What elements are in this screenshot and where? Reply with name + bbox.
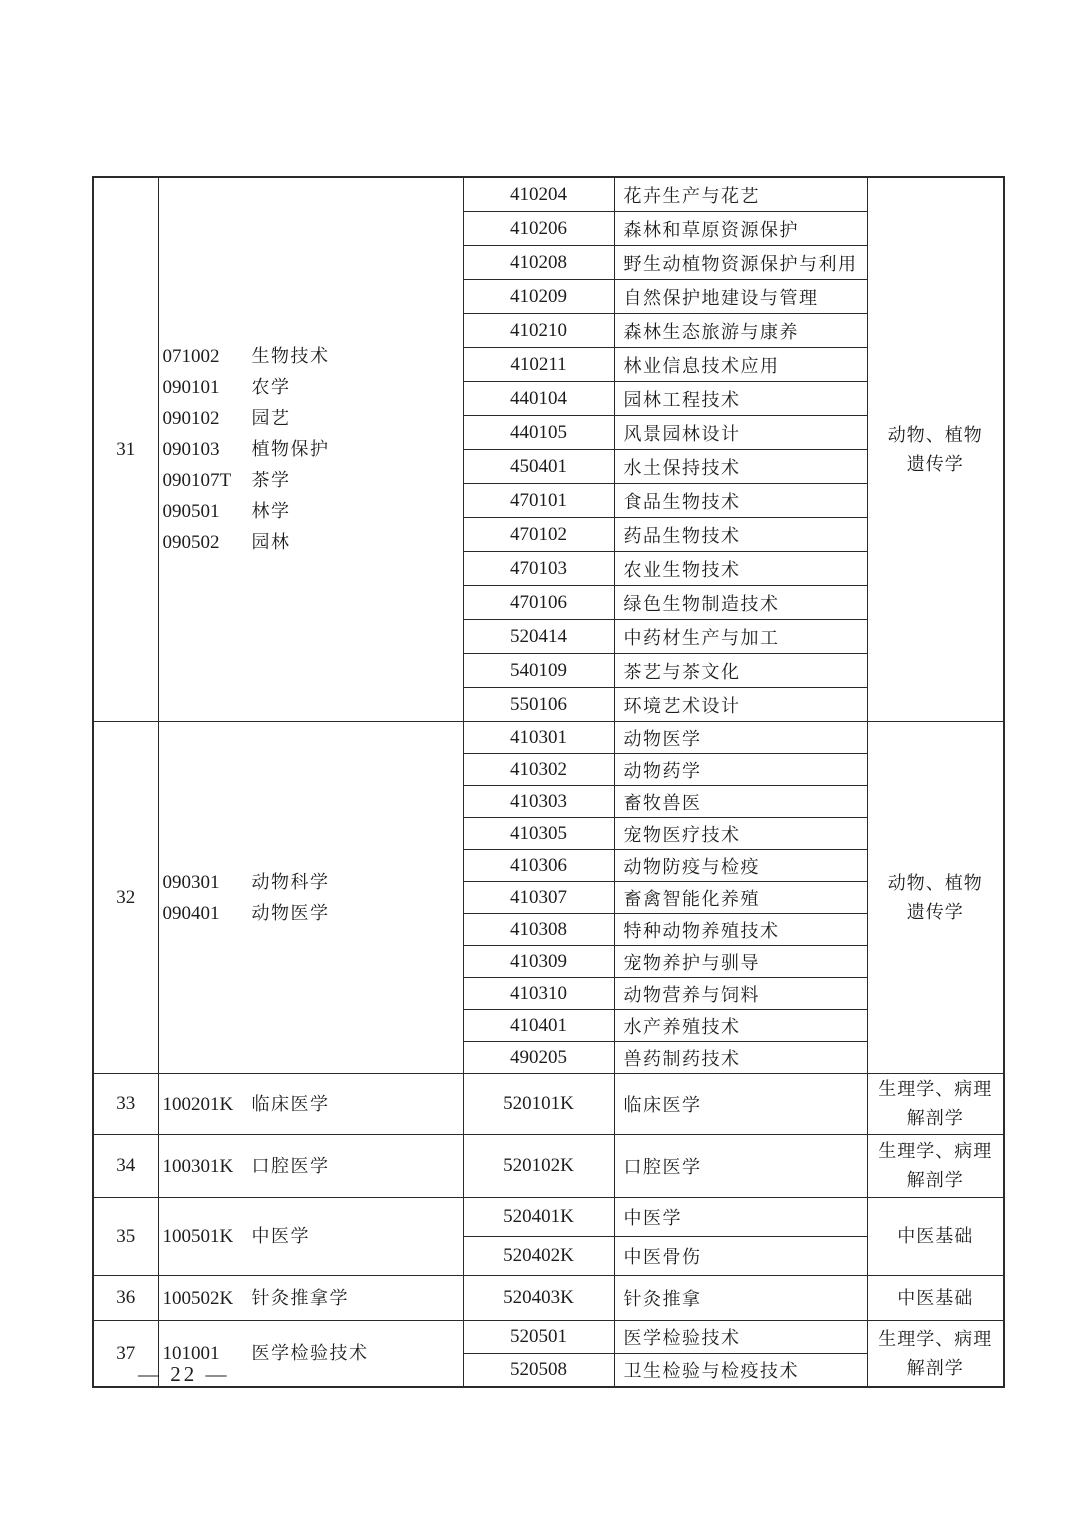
undergrad-line <box>163 1151 461 1182</box>
voc-name-cell: 药品生物技术 <box>614 518 867 552</box>
seq-cell: 32 <box>93 722 158 1074</box>
undergrad-code: 090401 <box>162 902 220 924</box>
voc-name-cell: 宠物养护与驯导 <box>614 946 867 978</box>
undergrad-code: 090102 <box>162 408 220 429</box>
voc-name-cell: 绿色生物制造技术 <box>614 586 867 620</box>
undergrad-line <box>163 372 461 403</box>
subject-cell <box>867 722 1004 1074</box>
seq-cell: 37 <box>93 1321 158 1388</box>
subject-line: 解剖学 <box>906 1170 964 1190</box>
undergrad-line <box>163 898 461 929</box>
undergrad-cell <box>158 1198 463 1276</box>
voc-name-cell: 水土保持技术 <box>614 450 867 484</box>
voc-code-cell: 440105 <box>463 416 614 450</box>
subject-cell <box>867 1276 1004 1321</box>
undergrad-name: 口腔医学 <box>251 1155 330 1176</box>
undergrad-name: 园艺 <box>251 408 291 428</box>
undergrad-name: 林学 <box>251 501 291 521</box>
voc-name-cell: 卫生检验与检疫技术 <box>614 1354 867 1388</box>
seq-cell: 31 <box>93 177 158 722</box>
voc-name-cell: 医学检验技术 <box>614 1321 867 1354</box>
undergrad-line <box>163 1221 461 1252</box>
voc-name-cell: 口腔医学 <box>614 1135 867 1198</box>
subject-cell <box>867 1074 1004 1135</box>
voc-code-cell: 410308 <box>463 914 614 946</box>
undergrad-line <box>163 1283 461 1314</box>
subject-line: 中医基础 <box>897 1287 974 1308</box>
subject-line: 动物、植物 <box>887 872 983 893</box>
undergrad-code: 100301K <box>162 1155 234 1177</box>
voc-code-cell: 470103 <box>463 552 614 586</box>
voc-name-cell: 森林和草原资源保护 <box>614 212 867 246</box>
voc-code-cell: 410307 <box>463 882 614 914</box>
undergrad-name: 动物科学 <box>251 871 330 892</box>
voc-name-cell: 畜牧兽医 <box>614 786 867 818</box>
subject-line: 中医基础 <box>897 1226 974 1246</box>
undergrad-code: 090301 <box>162 871 220 893</box>
voc-code-cell: 410303 <box>463 786 614 818</box>
voc-code-cell: 410211 <box>463 348 614 382</box>
voc-code-cell: 410208 <box>463 246 614 280</box>
voc-code-cell: 490205 <box>463 1042 614 1074</box>
undergrad-name: 农学 <box>251 377 291 397</box>
voc-name-cell: 环境艺术设计 <box>614 688 867 722</box>
voc-name-cell: 兽药制药技术 <box>614 1042 867 1074</box>
voc-code-cell: 410204 <box>463 177 614 212</box>
voc-name-cell: 特种动物养殖技术 <box>614 914 867 946</box>
undergrad-cell <box>158 1135 463 1198</box>
undergrad-line <box>163 403 461 434</box>
voc-code-cell: 410306 <box>463 850 614 882</box>
undergrad-line <box>163 496 461 527</box>
subject-line: 生理学、病理 <box>878 1079 993 1099</box>
voc-name-cell: 中医骨伤 <box>614 1237 867 1276</box>
voc-code-cell: 410209 <box>463 280 614 314</box>
voc-name-cell: 农业生物技术 <box>614 552 867 586</box>
voc-name-cell: 林业信息技术应用 <box>614 348 867 382</box>
voc-name-cell: 园林工程技术 <box>614 382 867 416</box>
voc-name-cell: 茶艺与茶文化 <box>614 654 867 688</box>
voc-name-cell: 自然保护地建设与管理 <box>614 280 867 314</box>
voc-name-cell: 临床医学 <box>614 1074 867 1135</box>
voc-code-cell: 470102 <box>463 518 614 552</box>
page-number: — 22 — <box>138 1362 230 1386</box>
undergrad-name: 临床医学 <box>251 1093 330 1114</box>
seq-cell: 35 <box>93 1198 158 1276</box>
voc-name-cell: 食品生物技术 <box>614 484 867 518</box>
voc-code-cell: 520102K <box>463 1135 614 1198</box>
undergrad-code: 100502K <box>162 1287 234 1309</box>
undergrad-cell <box>158 1074 463 1135</box>
voc-name-cell: 森林生态旅游与康养 <box>614 314 867 348</box>
voc-code-cell: 470106 <box>463 586 614 620</box>
undergrad-cell <box>158 722 463 1074</box>
seq-cell: 33 <box>93 1074 158 1135</box>
undergrad-cell <box>158 1276 463 1321</box>
voc-name-cell: 中医学 <box>614 1198 867 1237</box>
subject-cell <box>867 1135 1004 1198</box>
subject-line: 遗传学 <box>906 901 964 922</box>
voc-name-cell: 动物营养与饲料 <box>614 978 867 1010</box>
undergrad-name: 中医学 <box>251 1226 310 1246</box>
voc-name-cell: 野生动植物资源保护与利用 <box>614 246 867 280</box>
undergrad-line <box>163 465 461 496</box>
undergrad-line <box>163 1089 461 1120</box>
undergrad-name: 茶学 <box>251 470 291 490</box>
voc-code-cell: 410401 <box>463 1010 614 1042</box>
undergrad-name: 植物保护 <box>251 439 330 459</box>
voc-code-cell: 520401K <box>463 1198 614 1237</box>
undergrad-name: 动物医学 <box>251 902 330 923</box>
voc-name-cell: 动物防疫与检疫 <box>614 850 867 882</box>
voc-code-cell: 410206 <box>463 212 614 246</box>
voc-name-cell: 水产养殖技术 <box>614 1010 867 1042</box>
voc-name-cell: 风景园林设计 <box>614 416 867 450</box>
voc-code-cell: 550106 <box>463 688 614 722</box>
undergrad-line <box>163 341 461 372</box>
voc-code-cell: 520403K <box>463 1276 614 1321</box>
voc-code-cell: 410305 <box>463 818 614 850</box>
undergrad-code: 090107T <box>162 470 232 491</box>
undergrad-line <box>163 527 461 558</box>
subject-cell <box>867 1198 1004 1276</box>
voc-code-cell: 410301 <box>463 722 614 754</box>
voc-code-cell: 410310 <box>463 978 614 1010</box>
voc-name-cell: 针灸推拿 <box>614 1276 867 1321</box>
subject-line: 遗传学 <box>906 453 964 474</box>
voc-name-cell: 畜禽智能化养殖 <box>614 882 867 914</box>
undergrad-code: 090101 <box>162 377 220 398</box>
voc-code-cell: 410302 <box>463 754 614 786</box>
subject-line: 解剖学 <box>906 1108 964 1128</box>
undergrad-name: 生物技术 <box>251 346 330 366</box>
undergrad-name: 医学检验技术 <box>251 1343 369 1363</box>
voc-code-cell: 520414 <box>463 620 614 654</box>
undergrad-name: 针灸推拿学 <box>251 1287 349 1308</box>
voc-name-cell: 宠物医疗技术 <box>614 818 867 850</box>
subject-line: 解剖学 <box>906 1357 964 1378</box>
voc-name-cell: 动物医学 <box>614 722 867 754</box>
voc-code-cell: 410309 <box>463 946 614 978</box>
voc-name-cell: 动物药学 <box>614 754 867 786</box>
seq-cell: 34 <box>93 1135 158 1198</box>
major-mapping-table <box>92 176 1005 1388</box>
voc-code-cell: 520101K <box>463 1074 614 1135</box>
subject-line: 动物、植物 <box>887 424 983 445</box>
voc-code-cell: 470101 <box>463 484 614 518</box>
undergrad-code: 100501K <box>162 1226 234 1247</box>
voc-code-cell: 410210 <box>463 314 614 348</box>
subject-cell <box>867 177 1004 722</box>
undergrad-code: 090103 <box>162 439 220 460</box>
undergrad-code: 071002 <box>162 346 220 367</box>
subject-line: 生理学、病理 <box>878 1328 993 1349</box>
undergrad-code: 101001 <box>162 1343 220 1364</box>
seq-cell: 36 <box>93 1276 158 1321</box>
voc-code-cell: 540109 <box>463 654 614 688</box>
voc-code-cell: 520501 <box>463 1321 614 1354</box>
undergrad-name: 园林 <box>251 532 291 552</box>
subject-cell <box>867 1321 1004 1388</box>
undergrad-line <box>163 867 461 898</box>
undergrad-code: 090501 <box>162 501 220 522</box>
voc-name-cell: 中药材生产与加工 <box>614 620 867 654</box>
undergrad-code: 100201K <box>162 1093 234 1115</box>
undergrad-cell <box>158 177 463 722</box>
subject-line: 生理学、病理 <box>878 1141 993 1161</box>
undergrad-line <box>163 434 461 465</box>
voc-code-cell: 520402K <box>463 1237 614 1276</box>
voc-code-cell: 450401 <box>463 450 614 484</box>
voc-name-cell: 花卉生产与花艺 <box>614 177 867 212</box>
undergrad-code: 090502 <box>162 532 220 553</box>
voc-code-cell: 520508 <box>463 1354 614 1388</box>
voc-code-cell: 440104 <box>463 382 614 416</box>
